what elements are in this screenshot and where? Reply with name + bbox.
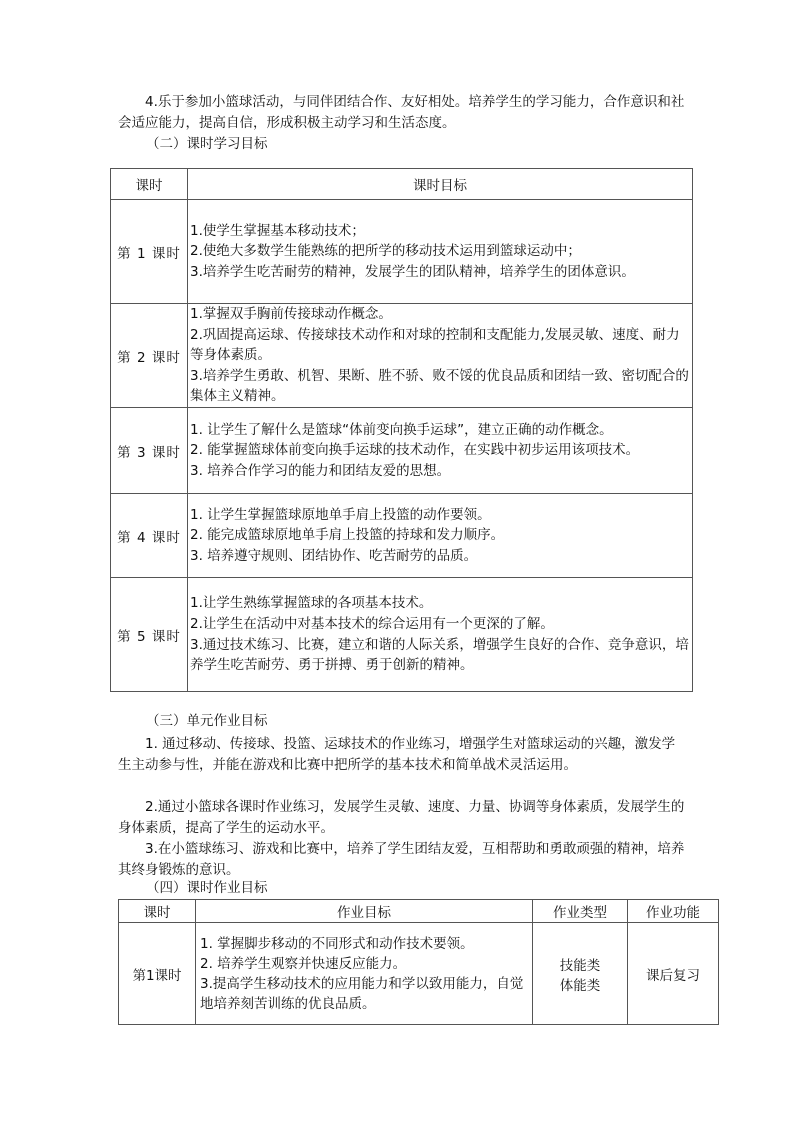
- goals-cell: [188, 200, 693, 304]
- goal-line: 2. 培养学生观察并快速反应能力。: [200, 955, 407, 972]
- header-goals: 课时目标: [188, 169, 693, 200]
- table-row: [111, 578, 693, 692]
- goals-cell: [196, 923, 533, 1025]
- section-4-title: （四）课时作业目标: [146, 880, 268, 896]
- goal-line: 2. 能完成篮球原地单手肩上投篮的持球和发力顺序。: [190, 527, 505, 544]
- goal-line: 2.让学生在活动中对基本技术的综合运用有一个更深的了解。: [190, 615, 554, 632]
- goal-line: 1.掌握双手胸前传接球动作概念。: [190, 306, 392, 323]
- homework-goals-table: [118, 899, 719, 1025]
- section-3-paragraph-1: 1. 通过移动、传接球、投篮、运球技术的作业练习，增强学生对篮球运动的兴趣，激发学生主动参与性，并能在游戏和比赛中把所学的基本技术和简单战术灵活运用。: [118, 736, 676, 773]
- goal-line: 1. 掌握脚步移动的不同形式和动作技术要领。: [200, 935, 474, 952]
- section-2-title: （二）课时学习目标: [146, 136, 268, 152]
- goal-line: 3.通过技术练习、比赛，建立和谐的人际关系，增强学生良好的合作、竞争意识，培养学生吃苦耐劳、勇于拼搏、勇于创新的精神。: [190, 636, 689, 674]
- type-line: 体能类: [559, 977, 601, 994]
- table-row: [111, 304, 693, 408]
- goals-cell: [188, 408, 693, 494]
- goal-line: 1. 让学生掌握篮球原地单手肩上投篮的动作要领。: [190, 506, 491, 523]
- goal-line: 3. 培养遵守规则、团结协作、吃苦耐劳的品质。: [190, 547, 478, 564]
- goal-line: 2.使绝大多数学生能熟练的把所学的移动技术运用到篮球运动中；: [190, 243, 581, 260]
- lesson-cell: 第 1 课时: [111, 200, 188, 304]
- table-header-row: [111, 169, 693, 200]
- header-lesson: 课时: [111, 169, 188, 200]
- lesson-goals-table: [110, 168, 693, 692]
- header-homework-type: 作业类型: [533, 900, 628, 923]
- section-3-paragraph-3: 3.在小篮球练习、游戏和比赛中，培养了学生团结友爱，互相帮助和勇敢顽强的精神，培养其终身锻炼的意识。: [118, 841, 685, 878]
- lesson-cell: 第 3 课时: [111, 408, 188, 494]
- goal-line: 3.培养学生吃苦耐劳的精神，发展学生的团队精神，培养学生的团体意识。: [190, 263, 635, 280]
- header-homework-function: 作业功能: [628, 900, 719, 923]
- goal-line: 3.培养学生勇敢、机智、果断、胜不骄、败不馁的优良品质和团结一致、密切配合的集体主义精神。: [190, 367, 689, 405]
- goal-line: 2. 能掌握篮球体前变向换手运球的技术动作，在实践中初步运用该项技术。: [190, 442, 640, 459]
- goals-cell: [188, 578, 693, 692]
- table-header-row: [119, 900, 719, 923]
- intro-item-4: 4.乐于参加小篮球活动，与同伴团结合作、友好相处。培养学生的学习能力，合作意识和社会适应能力，提高自信，形成积极主动学习和生活态度。: [118, 94, 685, 131]
- goals-cell: [188, 494, 693, 578]
- function-cell: 课后复习: [628, 923, 719, 1025]
- header-lesson: 课时: [119, 900, 196, 923]
- goal-line: 1.让学生熟练掌握篮球的各项基本技术。: [190, 595, 433, 612]
- header-homework-goals: 作业目标: [196, 900, 533, 923]
- table-row: [119, 923, 719, 1025]
- goal-line: 2.巩固提高运球、传接球技术动作和对球的控制和支配能力,发展灵敏、速度、耐力等身体素质。: [190, 326, 680, 364]
- lesson-cell: 第 2 课时: [111, 304, 188, 408]
- goals-cell: [188, 304, 693, 408]
- section-3-title: （三）单元作业目标: [146, 713, 268, 729]
- lesson-cell: 第 4 课时: [111, 494, 188, 578]
- section-3-paragraph-2: 2.通过小篮球各课时作业练习，发展学生灵敏、速度、力量、协调等身体素质，发展学生的身体素质，提高了学生的运动水平。: [118, 799, 685, 836]
- goal-line: 1. 让学生了解什么是篮球“体前变向换手运球”，建立正确的动作概念。: [190, 421, 613, 438]
- goal-line: 1.使学生掌握基本移动技术；: [190, 222, 365, 239]
- table-row: [111, 494, 693, 578]
- lesson-cell: 第 5 课时: [111, 578, 188, 692]
- lesson-cell: 第1课时: [119, 923, 196, 1025]
- type-line: 技能类: [559, 957, 601, 974]
- type-cell: [533, 923, 628, 1025]
- goal-line: 3. 培养合作学习的能力和团结友爱的思想。: [190, 462, 451, 479]
- table-row: [111, 408, 693, 494]
- table-row: [111, 200, 693, 304]
- goal-line: 3.提高学生移动技术的应用能力和学以致用能力，自觉地培养刻苦训练的优良品质。: [200, 975, 524, 1012]
